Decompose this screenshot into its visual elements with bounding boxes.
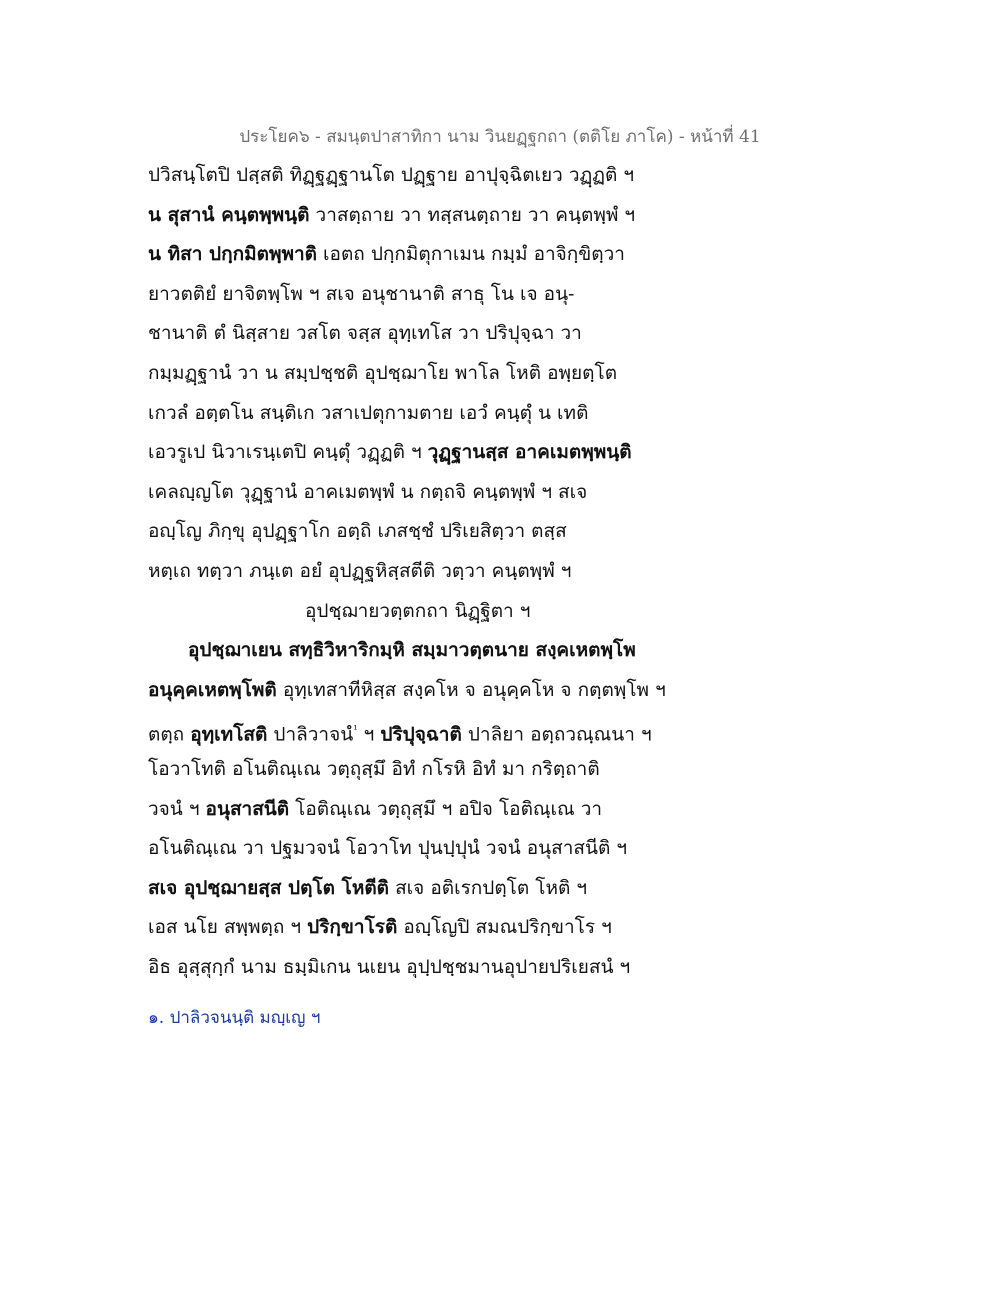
body-text [148, 156, 868, 987]
text-segment: ปาลิยา อตฺถวณฺณนา ฯ [461, 723, 652, 746]
text-segment: ยาวตติยํ ยาจิตพฺโพ ฯ สเจ อนุชานาติ สาธุ โน เจ อนุ- [148, 282, 575, 305]
text-segment: เอวรูเป นิวาเรนฺเตปิ คนฺตุํ วฏฺฏติ ฯ [148, 441, 428, 464]
bold-term: อุปชฺฌาเยน สทฺธิวิหาริกมฺหิ สมฺมาวตฺตนาย สงฺคเหตพฺโพ [188, 639, 636, 662]
bold-term: อนุสาสนีติ [205, 797, 290, 820]
text-line [148, 512, 868, 552]
text-line [148, 750, 868, 790]
text-line [148, 354, 868, 394]
text-segment: ชานาติ ตํ นิสฺสาย วสโต จสฺส อุทฺเทโส วา ปริปุจฺฉา วา [148, 322, 582, 345]
text-line [148, 433, 868, 473]
bold-term: วุฏฺฐานสฺส อาคเมตพฺพนฺติ [427, 441, 632, 464]
bold-term: น ทิสา ปกฺกมิตพฺพาติ [148, 243, 317, 266]
text-line [148, 710, 868, 750]
bold-term: น สุสานํ คนฺตพฺพนฺติ [148, 203, 310, 226]
text-segment: ตตฺถ [148, 723, 191, 746]
text-segment: ปาลิวาจนํ [267, 723, 354, 746]
text-line [148, 473, 868, 513]
text-segment: วาสตฺถาย วา ทสฺสนตฺถาย วา คนฺตพฺพํ ฯ [309, 203, 636, 226]
bold-term: ปริกฺขาโรติ [307, 916, 398, 939]
section-title [148, 592, 868, 632]
text-line [148, 908, 868, 948]
text-segment: อญฺโญ ภิกฺขุ อุปฏฺฐาโก อตฺถิ เภสชฺชํ ปริเยสิตฺวา ตสฺส [148, 520, 567, 543]
text-segment: กมฺมฏฺฐานํ วา น สมฺปชฺชติ อุปชฺฌาโย พาโล โหติ อพฺยตฺโต [148, 361, 618, 384]
text-line [148, 235, 868, 275]
text-segment: อโนติณฺเณ วา ปฐมวจนํ โอวาโท ปุนปฺปุนํ วจนํ อนุสาสนีติ ฯ [148, 837, 628, 860]
text-line [148, 196, 868, 236]
page-header: ประโยค๖ - สมนฺตปาสาทิกา นาม วินยฏฺฐกถา (ตติโย ภาโค) - หน้าที่ 41 [239, 127, 761, 147]
text-line [148, 790, 868, 830]
text-segment: สเจ อติเรกปตฺโต โหติ ฯ [389, 876, 588, 899]
text-segment: อญฺโญปิ สมณปริกฺขาโร ฯ [397, 916, 612, 939]
text-segment: โอวาโทติ อโนติณฺเณ วตฺถุสฺมึ อิทํ กโรหิ อิทํ มา กริตฺถาติ [148, 757, 600, 780]
text-segment: อุปชฺฌายวตฺตกถา นิฏฺฐิตา ฯ [305, 599, 531, 622]
footnote: ๑. ปาลิวจนนฺติ มญฺเญ ฯ [148, 1008, 321, 1028]
text-segment: อุทฺเทสาทีหิสฺส สงฺคโห จ อนุคฺคโห จ กตฺตพฺโพ ฯ [276, 678, 666, 701]
text-line [148, 829, 868, 869]
text-segment: เกวลํ อตฺตโน สนฺติเก วสาเปตุกามตาย เอวํ คนฺตุํ น เทติ [148, 401, 589, 424]
bold-term: อนุคฺคเหตพฺโพติ [148, 678, 277, 701]
footnote-marker: ¹ [353, 723, 358, 737]
text-line [148, 869, 868, 909]
bold-term: อุทฺเทโสติ [190, 723, 268, 746]
text-line [148, 671, 868, 711]
text-line [148, 394, 868, 434]
text-segment: ปวิสนฺโตปิ ปสฺสติ ทิฏฺฐฏฺฐานโต ปฏฺฐาย อาปุจฺฉิตเยว วฏฺฏติ ฯ [148, 164, 635, 186]
text-line [148, 156, 868, 196]
text-segment: โอติณฺเณ วตฺถุสฺมึ ฯ อปิจ โอติณฺเณ วา [289, 797, 603, 820]
text-line [148, 552, 868, 592]
text-segment: วจนํ ฯ [148, 797, 206, 820]
text-segment: อิธ อุสฺสุกฺกํ นาม ธมฺมิเกน นเยน อุปฺปชฺชมานอุปายปริเยสนํ ฯ [148, 955, 631, 978]
text-segment: เคลญฺญโต วุฏฺฐานํ อาคเมตพฺพํ น กตฺถจิ คนฺตพฺพํ ฯ สเจ [148, 480, 588, 503]
text-line [148, 275, 868, 315]
text-line [148, 631, 868, 671]
text-line [148, 948, 868, 988]
text-line [148, 314, 868, 354]
text-segment: หตฺเถ ทตฺวา ภนฺเต อยํ อุปฏฺฐหิสฺสตีติ วตฺวา คนฺตพฺพํ ฯ [148, 559, 572, 582]
text-segment: ฯ [357, 723, 381, 746]
bold-term: สเจ อุปชฺฌายสฺส ปตฺโต โหตีติ [148, 876, 390, 899]
bold-term: ปริปุจฺฉาติ [380, 723, 462, 746]
text-segment: เอส นโย สพฺพตฺถ ฯ [148, 916, 308, 939]
text-segment: เอตถ ปกฺกมิตุกาเมน กมฺมํ อาจิกฺขิตฺวา [317, 243, 625, 266]
